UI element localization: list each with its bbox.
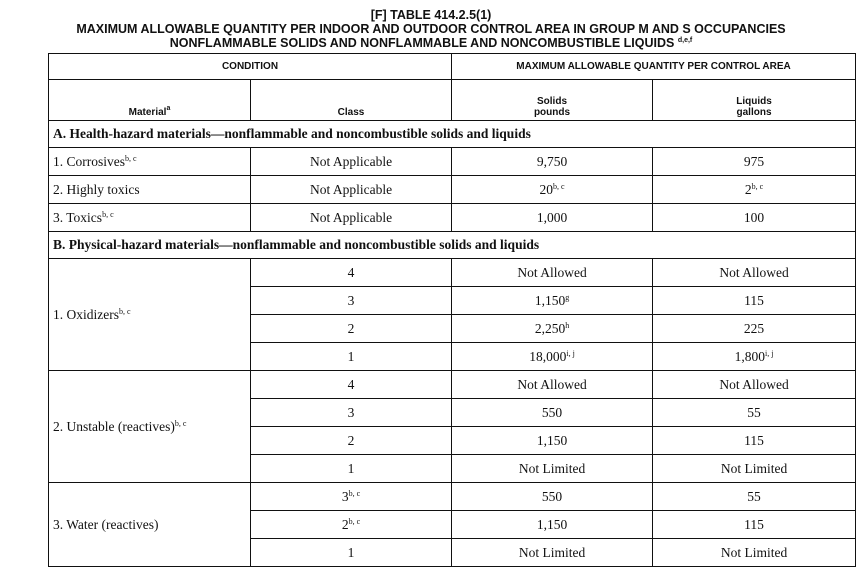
maq-table (48, 53, 856, 567)
section-row (49, 121, 856, 148)
liquids-cell (653, 539, 856, 567)
liquids-header-unit: gallons (736, 107, 772, 118)
solids-cell (452, 176, 653, 204)
solids-cell-footnote: i, j (566, 348, 575, 358)
material-header (49, 80, 251, 121)
solids-cell (452, 343, 653, 371)
liquids-cell-text: 55 (747, 404, 761, 420)
material-cell-footnote: b, c (125, 153, 137, 163)
solids-cell (452, 287, 653, 315)
material-cell-text: 2. Unstable (reactives) (53, 418, 175, 434)
liquids-cell-text: 55 (747, 488, 761, 504)
liquids-cell (653, 204, 856, 232)
solids-cell (452, 455, 653, 483)
solids-cell-text: 9,750 (536, 153, 568, 169)
liquids-cell (653, 287, 856, 315)
solids-cell-text: Not Limited (518, 460, 586, 476)
material-header-footnote: a (166, 105, 171, 112)
liquids-cell-footnote: b, c (751, 181, 764, 191)
table-title-line-2-text: NONFLAMMABLE SOLIDS AND NONFLAMMABLE AND NONCOMBUSTIBLE LIQUIDS (169, 36, 675, 50)
section-row (49, 232, 856, 259)
class-cell-text: 3 (347, 292, 355, 308)
class-cell (251, 343, 452, 371)
class-cell (251, 287, 452, 315)
material-cell-text: 1. Corrosives (53, 153, 125, 169)
solids-cell (452, 148, 653, 176)
solids-cell (452, 399, 653, 427)
table-row (49, 259, 856, 287)
material-cell (49, 148, 251, 176)
liquids-cell-footnote: i, j (764, 348, 774, 358)
header-row-1 (49, 54, 856, 80)
class-cell-text: 3 (347, 404, 355, 420)
table-row (49, 483, 856, 511)
maq-header: MAXIMUM ALLOWABLE QUANTITY PER CONTROL AREA (452, 54, 856, 80)
material-cell-text: 2. Highly toxics (53, 181, 140, 197)
liquids-cell-text: 115 (744, 432, 764, 448)
class-cell (251, 539, 452, 567)
liquids-header (653, 80, 856, 121)
table-row (49, 204, 856, 232)
solids-cell (452, 204, 653, 232)
material-cell (49, 259, 251, 371)
table-title-footnotes: d,e,f (677, 37, 693, 44)
liquids-cell-text: 1,800 (734, 348, 765, 364)
class-cell-text: 1 (347, 460, 355, 476)
liquids-cell (653, 455, 856, 483)
class-cell (251, 483, 452, 511)
solids-cell-text: 1,000 (536, 209, 568, 225)
solids-cell (452, 259, 653, 287)
liquids-cell-text: 115 (744, 292, 764, 308)
header-row-2 (49, 80, 856, 121)
class-cell-text: 3 (341, 488, 349, 504)
solids-header-unit: pounds (533, 107, 571, 118)
section-a-heading: A. Health-hazard materials—nonflammable and noncombustible solids and liquids (49, 121, 856, 148)
liquids-cell-text: 2 (744, 181, 752, 197)
liquids-cell-text: Not Allowed (719, 376, 789, 392)
material-cell-footnote: b, c (118, 306, 131, 316)
solids-cell-text: 550 (541, 488, 563, 504)
table-title-line-1: MAXIMUM ALLOWABLE QUANTITY PER INDOOR AND OUTDOOR CONTROL AREA IN GROUP M AND S OCCUPANCIES (76, 22, 786, 36)
class-cell-footnote: b, c (348, 516, 361, 526)
liquids-cell (653, 427, 856, 455)
solids-cell-text: 1,150 (536, 432, 568, 448)
solids-cell-footnote: b, c (552, 181, 565, 191)
class-cell-footnote: b, c (348, 488, 361, 498)
solids-cell-text: 1,150 (534, 292, 566, 308)
solids-cell (452, 483, 653, 511)
class-cell (251, 204, 452, 232)
class-cell-text: Not Applicable (309, 153, 393, 169)
table-title-line-2 (0, 36, 862, 50)
liquids-cell (653, 511, 856, 539)
material-cell-text: 3. Water (reactives) (53, 516, 159, 532)
solids-header (452, 80, 653, 121)
health-hazard-body (49, 148, 856, 232)
class-cell-text: 4 (347, 264, 355, 280)
solids-cell-text: Not Allowed (517, 264, 587, 280)
table-title (0, 8, 862, 50)
material-header-label: Material (128, 107, 167, 118)
material-cell (49, 483, 251, 567)
table-row (49, 148, 856, 176)
liquids-cell-text: 100 (743, 209, 765, 225)
class-cell-text: 4 (347, 376, 355, 392)
solids-cell (452, 539, 653, 567)
class-cell-text: 1 (347, 348, 355, 364)
solids-cell-text: Not Allowed (517, 376, 587, 392)
condition-header: CONDITION (49, 54, 452, 80)
material-cell-footnote: b, c (174, 418, 187, 428)
table-number: [F] TABLE 414.2.5(1) (370, 8, 492, 22)
liquids-cell (653, 399, 856, 427)
solids-cell-text: Not Limited (518, 544, 586, 560)
class-cell (251, 371, 452, 399)
solids-cell (452, 511, 653, 539)
solids-cell (452, 427, 653, 455)
material-cell (49, 204, 251, 232)
class-cell (251, 455, 452, 483)
water-reactives-body (49, 483, 856, 567)
class-cell-text: 2 (347, 432, 355, 448)
class-cell (251, 148, 452, 176)
solids-cell-text: 1,150 (536, 516, 568, 532)
table-row (49, 176, 856, 204)
material-cell (49, 176, 251, 204)
material-cell-text: 1. Oxidizers (53, 306, 119, 322)
class-cell-text: 1 (347, 544, 355, 560)
liquids-cell (653, 176, 856, 204)
liquids-cell (653, 343, 856, 371)
material-cell-footnote: b, c (102, 209, 114, 219)
class-cell (251, 399, 452, 427)
solids-cell-text: 550 (541, 404, 563, 420)
class-cell-text: 2 (341, 516, 349, 532)
liquids-cell (653, 259, 856, 287)
class-header: Class (251, 80, 452, 121)
class-cell (251, 176, 452, 204)
class-cell-text: 2 (347, 320, 355, 336)
liquids-cell (653, 315, 856, 343)
class-cell (251, 427, 452, 455)
liquids-cell (653, 483, 856, 511)
material-cell (49, 371, 251, 483)
liquids-cell (653, 371, 856, 399)
solids-cell-text: 20 (539, 181, 553, 197)
liquids-cell-text: 115 (744, 516, 764, 532)
solids-cell-text: 2,250 (534, 320, 566, 336)
class-cell-text: Not Applicable (309, 181, 393, 197)
class-cell (251, 315, 452, 343)
class-cell (251, 259, 452, 287)
unstable-body (49, 371, 856, 483)
liquids-cell-text: Not Allowed (719, 264, 789, 280)
solids-cell-footnote: g (565, 292, 570, 302)
solids-cell (452, 371, 653, 399)
table-row (49, 371, 856, 399)
liquids-cell (653, 148, 856, 176)
liquids-cell-text: Not Limited (720, 460, 788, 476)
material-cell-text: 3. Toxics (53, 209, 103, 225)
solids-cell-footnote: h (565, 320, 570, 330)
oxidizers-body (49, 259, 856, 371)
solids-header-label: Solids (537, 96, 568, 107)
solids-cell (452, 315, 653, 343)
liquids-cell-text: Not Limited (720, 544, 788, 560)
class-cell-text: Not Applicable (309, 209, 393, 225)
section-b-heading: B. Physical-hazard materials—nonflammable and noncombustible solids and liquids (49, 232, 856, 259)
solids-cell-text: 18,000 (529, 348, 567, 364)
class-cell (251, 511, 452, 539)
liquids-header-label: Liquids (736, 96, 772, 107)
liquids-cell-text: 225 (743, 320, 765, 336)
liquids-cell-text: 975 (743, 153, 765, 169)
